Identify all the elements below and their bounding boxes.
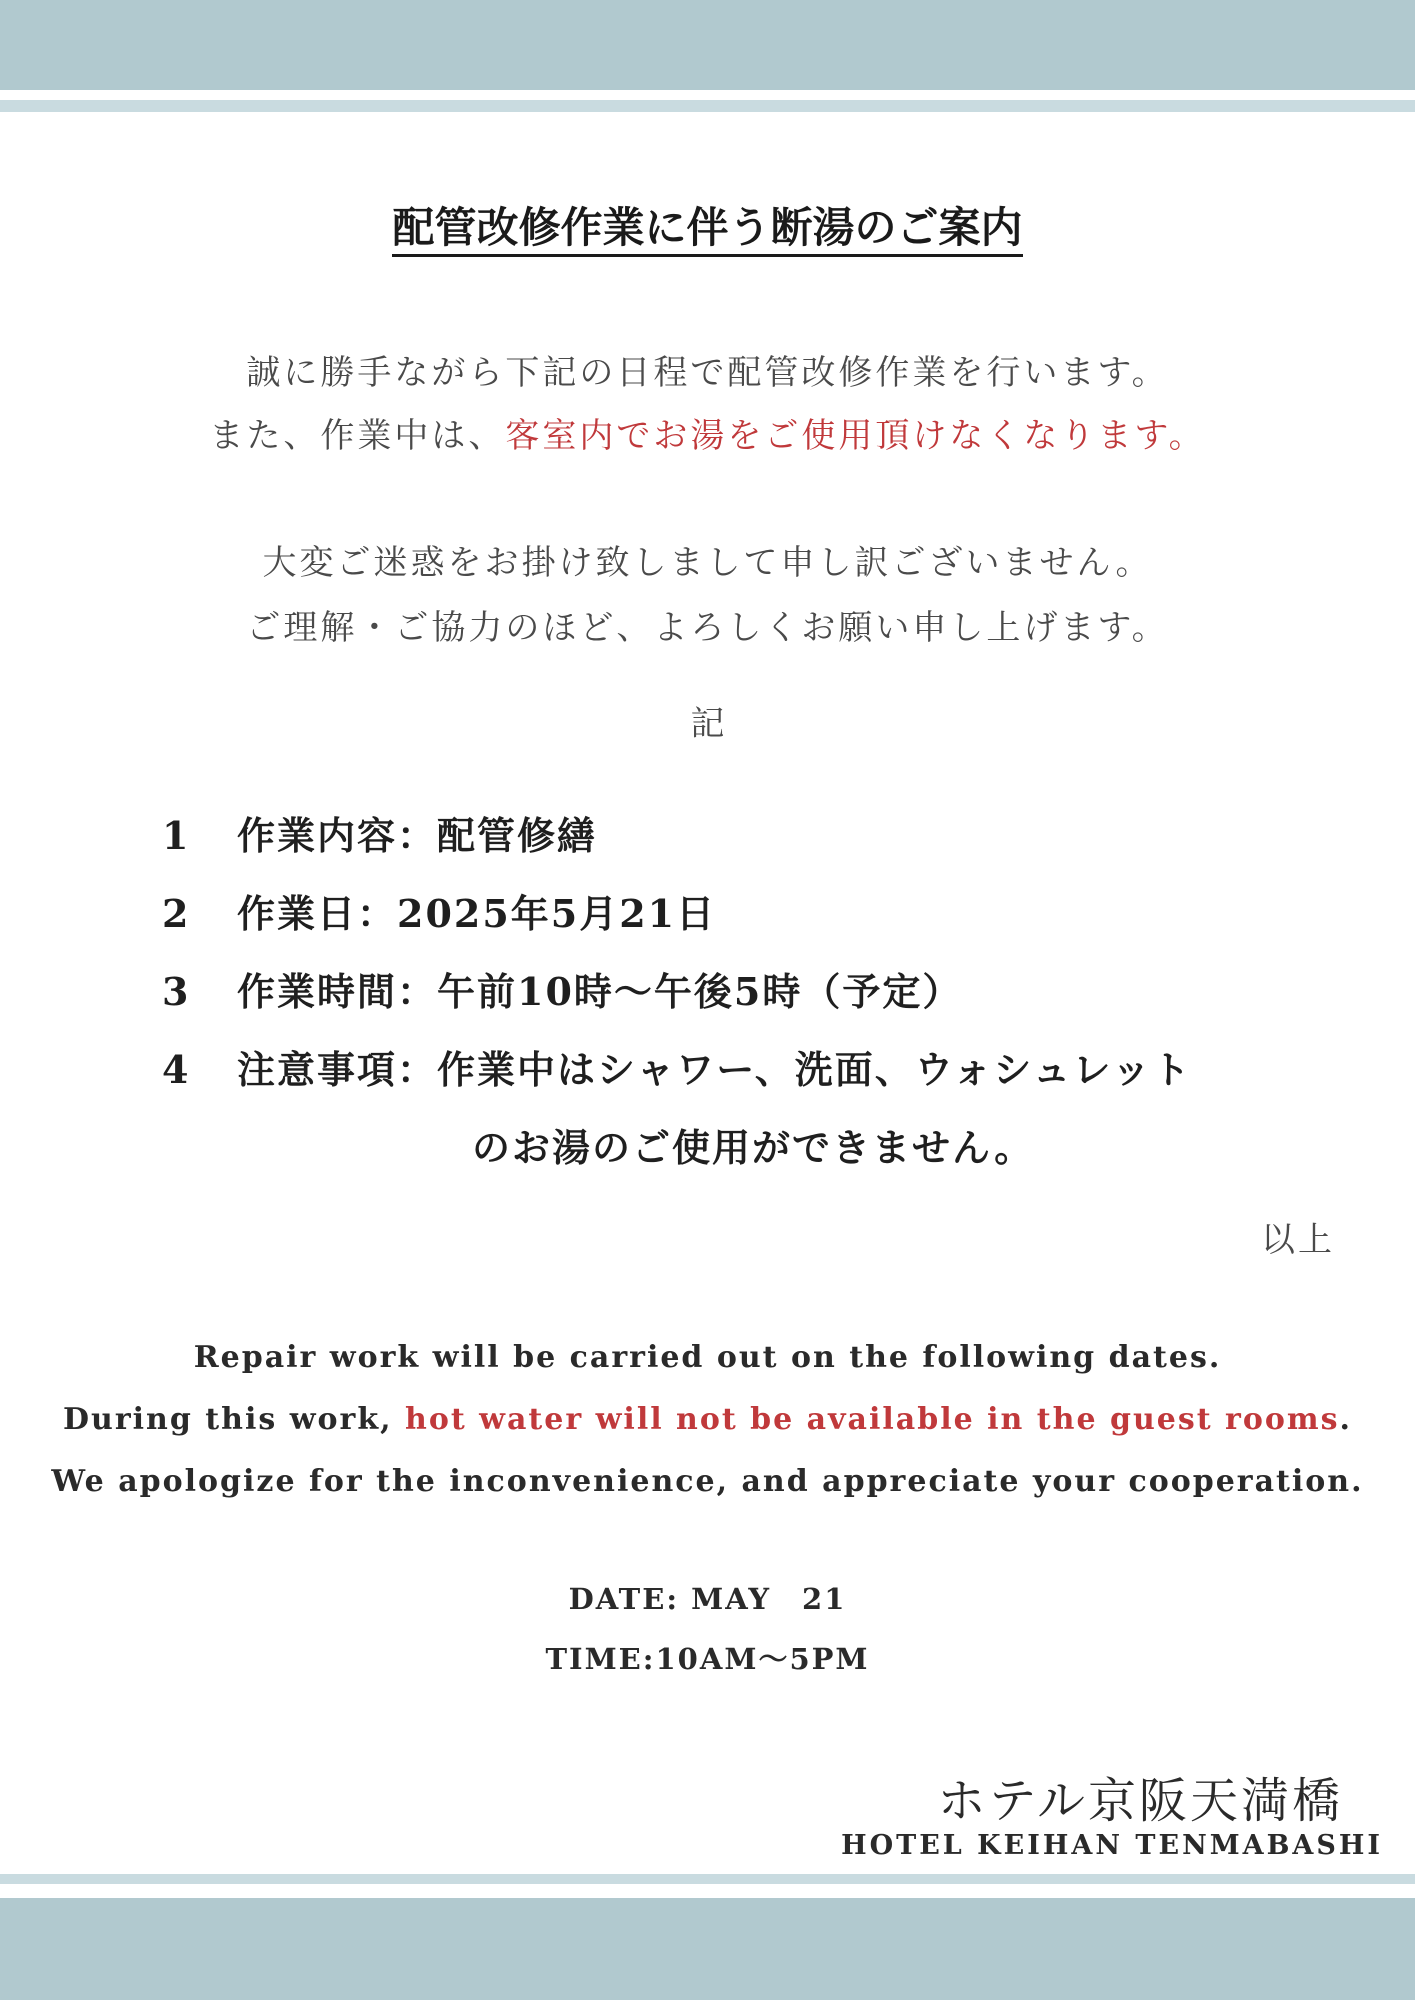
english-line-2 [0, 1402, 1415, 1437]
intro-line-2-after: 。 [1168, 416, 1206, 456]
time-line: TIME:10AM～5PM [545, 1642, 870, 1676]
item-text: 作業内容：配管修繕 [237, 813, 598, 858]
top-decorative-band [0, 0, 1415, 90]
item-text: 注意事項：作業中はシャワー、洗面、ウォシュレット [237, 1047, 1193, 1092]
item-number: 3 [162, 969, 191, 1014]
english-highlight: hot water will not be available in the guest rooms [405, 1402, 1340, 1437]
apology-line-2: ご理解・ご協力のほど、よろしくお願い申し上げます。 [246, 608, 1169, 648]
list-item [162, 1039, 1192, 1094]
intro-line-1: 誠に勝手ながら下記の日程で配管改修作業を行います。 [246, 353, 1169, 393]
list-item [162, 805, 597, 860]
english-line-1: Repair work will be carried out on the following dates. [193, 1340, 1222, 1375]
item-text: 作業日：2025年5月21日 [237, 891, 717, 936]
item-number: 4 [162, 1047, 191, 1092]
hotel-name-english: HOTEL KEIHAN TENMABASHI [841, 1830, 1383, 1861]
list-item [162, 883, 716, 938]
item-number: 2 [162, 891, 191, 936]
english-line-2-before: During this work, [63, 1402, 406, 1437]
top-band-gap [0, 90, 1415, 100]
bottom-decorative-line [0, 1874, 1415, 1884]
english-line-3: We apologize for the inconvenience, and appreciate your cooperation. [51, 1464, 1364, 1499]
item-number: 1 [162, 813, 191, 858]
item-text: 作業時間：午前10時～午後5時（予定） [237, 969, 963, 1014]
date-line: DATE: MAY 21 [568, 1582, 847, 1616]
notice-title: 配管改修作業に伴う断湯のご案内 [0, 195, 1415, 255]
intro-highlight: 客室内でお湯をご使用頂けなくなります [505, 416, 1169, 456]
bottom-decorative-band [0, 1898, 1415, 2000]
list-item [162, 961, 962, 1016]
intro-line-2 [0, 408, 1415, 457]
top-decorative-line [0, 100, 1415, 112]
english-line-2-after: . [1339, 1402, 1352, 1437]
intro-line-2-before: また、作業中は、 [209, 416, 506, 456]
item-4-continuation: のお湯のご使用ができません。 [472, 1125, 1035, 1170]
apology-line-1: 大変ご迷惑をお掛け致しまして申し訳ございません。 [262, 543, 1153, 583]
hotel-name-japanese: ホテル京阪天満橋 [937, 1773, 1343, 1829]
ki-marker: 記 [690, 704, 725, 744]
closing-ijou: 以上 [1261, 1220, 1335, 1260]
